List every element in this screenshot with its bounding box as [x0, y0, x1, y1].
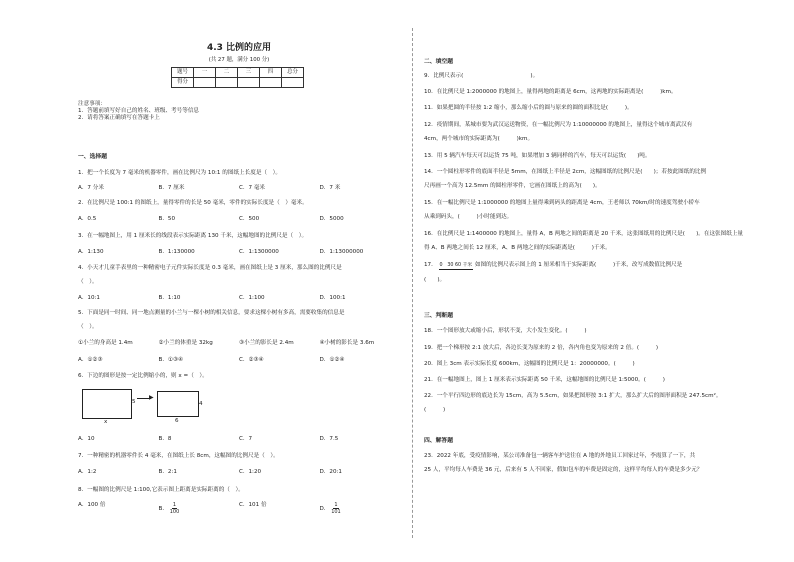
option: D．5000 [319, 216, 344, 222]
score-cell [194, 78, 216, 88]
options-4 [78, 295, 400, 302]
question-23-line1: 23．2022 年底，受疫情影响，某公司准备包一辆客车护送往在 A 地的外地员工回家过年，李霞算了一下，共 [424, 453, 696, 459]
question-8: 8．一幅图的比例尺是 1:100,它表示图上距离是实际距离的（ ）。 [78, 487, 244, 493]
question-4 [78, 265, 400, 286]
score-cell [260, 78, 282, 88]
small-rectangle [157, 391, 199, 417]
options-1 [78, 185, 400, 192]
option: C．7 毫米 [239, 185, 266, 191]
question-15-line1: 15．在一幅比例尺是 1:1000000 的地图上量得乘到码头的距离是 4cm，王老师以 70km/时的速度驾驶小轿车 [424, 200, 700, 206]
option: C．1:1300000 [239, 249, 279, 255]
question-10: 10．在比例尺是 1:2000000 的地图上，量得两地的距离是 6cm，这两地的实际距离是( )km。 [424, 89, 677, 95]
question-3: 3．在一幅地图上，用 1 厘米长的线段表示实际距离 130 千米，这幅地图的比例尺是（ ）。 [78, 233, 308, 239]
fraction [331, 502, 341, 515]
question-2: 2．在比例尺是 100:1 的图纸上，量得零件的长是 50 毫米，零件的实际长度是（ ）毫米。 [78, 200, 308, 206]
question-6: 6．下边的图形是按一定比例缩小的，则 x =（ ）。 [78, 373, 208, 379]
page-subtitle: (共 27 题，满分 100 分) [208, 57, 270, 63]
info-item: ①小兰的身高是 1.4m [78, 340, 133, 346]
option: B．50 [158, 216, 176, 222]
option: A．100 倍 [78, 502, 106, 508]
option: A．10 [78, 436, 95, 442]
question-4-line1: 4．小天才儿童手表里的一种精密电子元件实际长度是 0.3 毫米，画在图纸上是 3 厘米，那么图的比例尺是 [78, 265, 342, 271]
section-heading-fill: 二、填空题 [424, 59, 453, 65]
section-heading-judge: 三、判断题 [424, 313, 453, 319]
question-17-number: 17． [424, 262, 437, 268]
option: D．7.5 [319, 436, 339, 442]
score-header-cell: 二 [216, 68, 238, 78]
question-14 [424, 169, 784, 190]
option [320, 502, 401, 515]
option: B．2:1 [158, 469, 177, 475]
arrow-right-icon: ▶ [149, 394, 154, 401]
fraction-denominator: 100 [169, 509, 180, 515]
question-12-line1: 12．疫情期间，某城市要为武汉运送物资，在一幅比例尺为 1:10000000 的地图上，量得这个城市离武汉有 [424, 122, 693, 128]
option: C．101 倍 [239, 502, 267, 508]
question-23 [424, 453, 784, 474]
section-heading-solve: 四、解答题 [424, 438, 453, 444]
option: A．7 分米 [78, 185, 104, 191]
scale-bar: 0 30 60 千米 [439, 263, 473, 268]
question-12 [424, 122, 784, 143]
fraction [170, 502, 180, 515]
option: D．7 米 [319, 185, 341, 191]
options-3 [78, 249, 400, 256]
options-7 [78, 469, 400, 476]
question-14-line2: 尺再画一个高为 12.5mm 的圆柱形零件，它画在图纸上的高为( )。 [424, 183, 601, 189]
option: C．1:20 [239, 469, 262, 475]
score-table [171, 67, 304, 88]
question-16 [424, 231, 784, 252]
question-22-line2: ( ) [424, 407, 446, 413]
large-rect-side-label: 5 [132, 399, 136, 405]
score-cell [238, 78, 260, 88]
option: B．8 [158, 436, 172, 442]
score-header-cell: 总分 [282, 68, 304, 78]
score-header-cell: 一 [194, 68, 216, 78]
option: B．7 厘米 [158, 185, 185, 191]
question-9: 9．比例尺表示( )。 [424, 73, 539, 79]
question-1: 1．把一个长度为 7 毫米的机器零件，画在比例尺为 10:1 的图纸上长度是（ ）。 [78, 170, 281, 176]
score-header-cell: 三 [238, 68, 260, 78]
option: C．1:100 [239, 295, 265, 301]
notice-item: 2．请将答案正确填写在答题卡上 [78, 115, 160, 121]
option: B．①③④ [158, 357, 183, 363]
score-table-header-row [172, 68, 304, 78]
large-rectangle [82, 389, 132, 419]
question-17-line2: ( )。 [424, 277, 446, 283]
option: B．1:130000 [158, 249, 195, 255]
fraction-numerator: 1 [334, 502, 338, 508]
question-16-line1: 16．在比例尺是 1:1400000 的地图上，量得 A，B 两地之间的距离是 20 千米，这张图纸用的比例尺是( )。在这张图纸上量 [424, 231, 744, 237]
question-22-line1: 22．一个平行四边形的底边长为 15cm，高为 5.5cm，如果把图形按 3:1 扩大，那么扩大后的图形面积是 247.5cm²。 [424, 393, 722, 399]
question-17-line1 [424, 262, 784, 270]
page-title: 4.3 比例的应用 [206, 43, 272, 53]
score-cell [282, 78, 304, 88]
options-8 [78, 502, 400, 515]
large-rect-bottom-label: x [104, 419, 108, 425]
question-14-line1: 14．一个圆柱形零件的底面半径是 5mm，在图纸上半径是 2cm，这幅图纸的比例尺是( )；若按此图纸的比例 [424, 169, 707, 175]
question-11: 11．如果把圆的半径按 1:2 缩小，那么缩小后的圆与原来的圆的面积比是( )。 [424, 105, 633, 111]
option: D．20:1 [319, 469, 342, 475]
question-19: 19．把一个梯形按 2:1 放大后，各边长变为原来的 2 倍，各内角也变为原来的 2 倍。( ) [424, 345, 659, 351]
option-prefix: D． [319, 506, 330, 512]
option: A．①②③ [78, 357, 103, 363]
question-5 [78, 310, 400, 331]
question-17-text: 如图的比例尺表示图上的 1 厘米相当于实际距离( )千米，改写成数值比例尺是 [474, 262, 683, 268]
question-15 [424, 200, 784, 221]
options-5 [78, 357, 400, 364]
question-22 [424, 393, 784, 414]
option: A．1:2 [78, 469, 97, 475]
option: C．500 [239, 216, 260, 222]
notice-item: 1．答题前填写好自己的姓名、班级、考号等信息 [78, 108, 200, 114]
option [159, 502, 240, 515]
question-13: 13．用 5 辆汽车每天可以运货 75 吨，如果增加 3 辆同样的汽车，每天可以运货( )吨。 [424, 153, 651, 159]
option: D．①②④ [319, 357, 345, 363]
question-7: 7．一种精密的机器零件长 4 毫米，在图纸上长 8cm，这幅图的比例尺是（ ）。 [78, 453, 279, 459]
section-heading-choice: 一、选择题 [78, 154, 107, 160]
question-15-line2: 从乘到码头，( )小时能到达。 [424, 214, 513, 220]
question-4-line2: （ ）。 [78, 279, 98, 285]
option: A．10:1 [78, 295, 100, 301]
info-item: ④小树的影长是 3.6m [319, 340, 375, 346]
fraction-denominator: 101 [331, 509, 341, 515]
question-5-line1: 5．下面是同一时间、同一地点测量的小兰与一棵小树的相关信息，要求这棵小树有多高，需要收集的信息是 [78, 310, 345, 316]
info-item: ③小兰的影长是 2.4m [239, 340, 294, 346]
option: C．②③④ [239, 357, 264, 363]
question-12-line2: 4cm，两个城市的实际距离为( )km。 [424, 136, 534, 142]
options-2 [78, 216, 400, 223]
question-5-info [78, 340, 400, 347]
small-rect-bottom-label: 6 [175, 418, 179, 424]
small-rect-side-label: 4 [199, 401, 203, 407]
column-divider [412, 28, 413, 538]
question-16-line2: 得 A、B 两地之间长 12 厘米，A、B 两地之间的实际距离是( )千米。 [424, 245, 611, 251]
notice-title: 注意事项： [78, 101, 106, 107]
options-6 [78, 436, 400, 443]
option: A．1:130 [78, 249, 104, 255]
question-5-line2: （ ）。 [78, 324, 98, 330]
score-header-cell: 题号 [172, 68, 194, 78]
question-23-line2: 25 人，平均每人车费是 36 元，后来有 5 人不回家，假如包车的车费是固定的，这样平均每人的车费是多少元？ [424, 467, 703, 473]
question-20: 20．图上 3cm 表示实际长度 600km，这幅图的比例尺是 1：20000000。( ) [424, 361, 635, 367]
fraction-numerator: 1 [172, 502, 177, 508]
question-17 [424, 262, 784, 284]
option: B．1:10 [158, 295, 181, 301]
score-cell [216, 78, 238, 88]
score-header-cell: 四 [260, 68, 282, 78]
question-18: 18．一个图形放大或缩小后，形状不变，大小发生变化。( ) [424, 328, 587, 334]
option: A．0.5 [78, 216, 97, 222]
option: C．7 [239, 436, 253, 442]
option-prefix: B． [158, 506, 168, 512]
score-table-row [172, 78, 304, 88]
question-21: 21．在一幅地图上，图上 1 厘米表示实际距离 50 千米，这幅地图的比例尺是 1:5000。( ) [424, 377, 665, 383]
option: D．100:1 [319, 295, 346, 301]
option: D．1:13000000 [319, 249, 364, 255]
info-item: ②小兰的体重是 32kg [158, 340, 213, 346]
notice-block [78, 101, 400, 122]
score-row-label: 得分 [172, 78, 194, 88]
